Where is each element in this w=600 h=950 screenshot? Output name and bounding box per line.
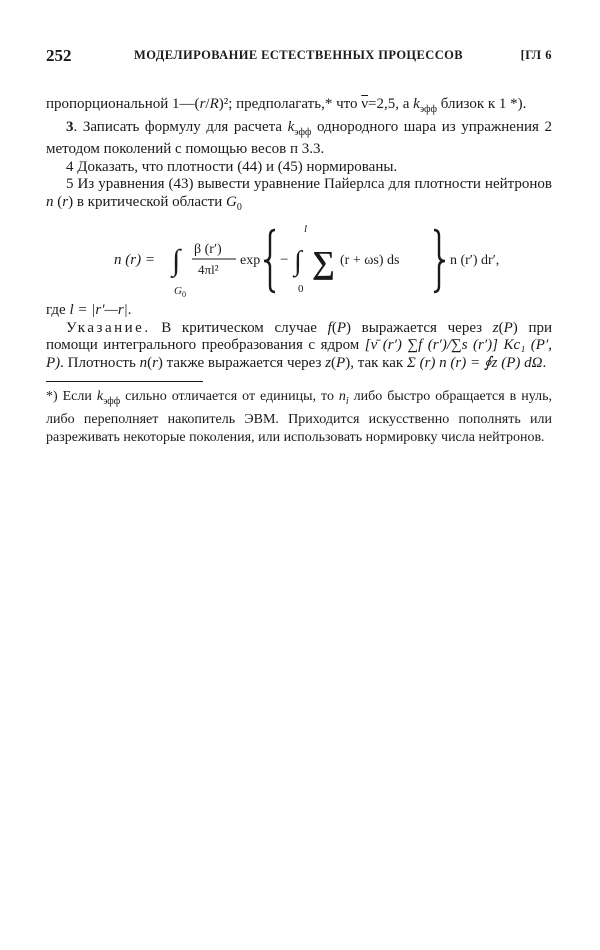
hint-label: Указание. — [66, 319, 151, 336]
eq-integral-sign: ∫ — [172, 244, 181, 277]
peierls-equation — [46, 220, 552, 302]
paragraph-continuation: пропорциональной 1—(r/R)²; предполагать,* что $\overline{\nu}=2,5$, а $k_{эфф}$ близок к 1 *). — [46, 96, 527, 115]
hint-kernel: [ν̄ (r′) ∑f (r′)/∑s (r′)] Kс₁ (P′, P) — [46, 337, 552, 371]
eq-exp: exp — [240, 253, 261, 268]
eq-sum-sign: ∑ — [312, 244, 335, 280]
eq-domain: G — [174, 285, 182, 297]
eq-inner-integral: ∫ — [294, 246, 302, 277]
footnote-rule — [46, 381, 203, 382]
exercise-5: 5 Из уравнения (43) вывести уравнение Пайерлса для плотности нейтронов n (r) в критической области $G_0$ — [46, 176, 552, 213]
main-text — [46, 96, 552, 372]
equation-graphic — [112, 220, 512, 302]
exercise-3: 3. Записать формулу для расчета $k_{эфф}$ однородного шара из упражнения 2 методом поколений с помощью весов п 3.3. — [46, 118, 552, 157]
eq-numerator: β (r′) — [194, 242, 222, 257]
page-header — [46, 46, 552, 70]
eq-minus: − — [280, 252, 289, 268]
where-clause: где l = |r′—r|. — [46, 302, 132, 318]
running-title: МОДЕЛИРОВАНИЕ ЕСТЕСТВЕННЫХ ПРОЦЕССОВ — [134, 48, 464, 62]
exercise-4: 4 Доказать, что плотности (44) и (45) нормированы. — [66, 158, 398, 175]
hint-relation: Σ (r) n (r) = ∮z (P) dΩ — [406, 354, 543, 371]
hint-paragraph: Указание. В критическом случае f(P) выражается через z(P) при помощи интегрального преобразования с ядром [ν̄ (r′) ∑f (r′)/∑s (r′)] Kс₁ (P′, P). Плотность n(r) также выражается через z(P), так как Σ (r) n (r) = ∮z (P) dΩ. — [46, 319, 553, 371]
eq-domain-sub: 0 — [182, 290, 186, 299]
eq-denominator: 4πl² — [198, 262, 219, 277]
eq-lower-limit: 0 — [298, 283, 304, 295]
eq-lhs: n (r) = — [114, 252, 155, 268]
eq-upper-limit: l — [304, 223, 308, 235]
eq-tail: n (r′) dr′, — [450, 253, 500, 268]
eq-right-brace — [434, 230, 445, 292]
eq-left-brace — [264, 230, 275, 292]
eq-integrand: (r + ωs) ds — [340, 253, 400, 268]
footnote: *) Если $k_{эфф}$ сильно отличается от единицы, то $n_i$ либо быстро обращается в нуль, либо переполняет накопитель ЭВМ. Приходится искусственно пополнять или разреживать некоторые поколения, или использовать нормировку числа нейтронов. — [46, 389, 552, 445]
page-number: 252 — [46, 46, 72, 65]
chapter-reference: [ГЛ 6 — [520, 48, 552, 62]
